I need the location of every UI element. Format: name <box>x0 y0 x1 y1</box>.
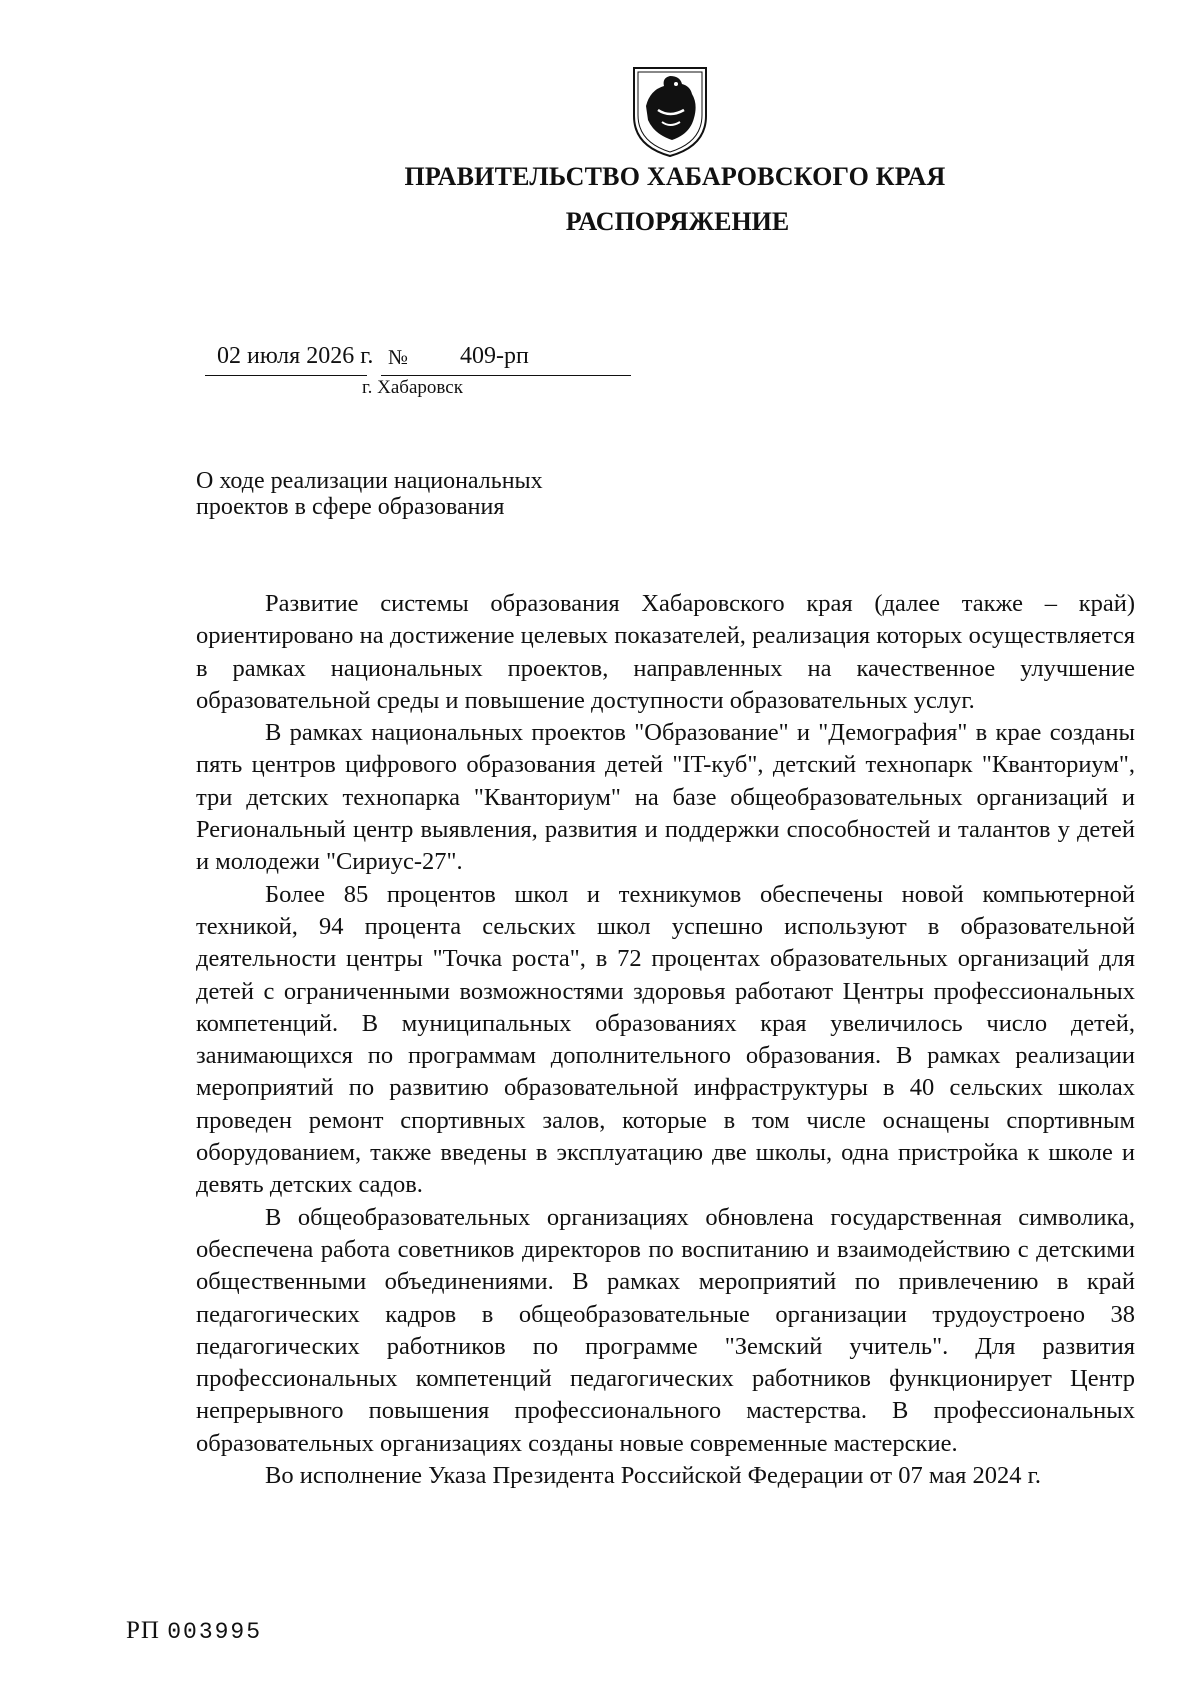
document-subject <box>196 468 696 520</box>
number-sign: № <box>388 345 409 369</box>
subject-line: проектов в сфере образования <box>196 494 505 520</box>
body-paragraph: Во исполнение Указа Президента Российской Федерации от 07 мая 2024 г. <box>265 1462 1042 1490</box>
form-series: РП <box>126 1617 160 1644</box>
coat-of-arms-icon <box>628 60 712 160</box>
form-serial-number: 003995 <box>167 1619 263 1645</box>
document-city: г. Хабаровск <box>362 377 463 398</box>
government-title: ПРАВИТЕЛЬСТВО ХАБАРОВСКОГО КРАЯ <box>404 162 946 191</box>
document-date: 02 июля 2026 г. <box>217 343 374 369</box>
subject-line: О ходе реализации национальных <box>196 468 543 494</box>
form-serial-code <box>126 1617 262 1645</box>
document-type: РАСПОРЯЖЕНИЕ <box>565 207 790 236</box>
document-date-line <box>205 343 631 376</box>
body-paragraph: В общеобразовательных организациях обновлена государственная символика, обеспечена работа советников директоров по воспитанию и взаимодействию с детскими общественными объединениями. В рамках мероприятий по привлечению в край педагогических кадров в общеобразовательные организации трудоустроено 38 педагогических работников по программе "Земский учитель". Для развития профессиональных компетенций педагогических работников функционирует Центр непрерывного повышения профессионального мастерства. В профессиональных образовательных организациях созданы новые современные мастерские. <box>196 1203 1135 1457</box>
body-paragraph: В рамках национальных проектов "Образование" и "Демография" в крае созданы пять центров цифрового образования детей "IT-куб", детский технопарк "Кванториум", три детских технопарка "Кванториум" на базе общеобразовательных организаций и Региональный центр выявления, развития и поддержки способностей и талантов у детей и молодежи "Сириус-27". <box>196 719 1135 876</box>
document-body <box>196 588 1135 1492</box>
body-paragraph: Развитие системы образования Хабаровского края (далее также – край) ориентировано на достижение целевых показателей, реализация которых осуществляется в рамках национальных проектов, направленных на качественное улучшение образовательной среды и повышение доступности образовательных услуг. <box>196 590 1135 714</box>
body-paragraph: Более 85 процентов школ и техникумов обеспечены новой компьютерной техникой, 94 процента сельских школ успешно используют в образовательной деятельности центры "Точка роста", в 72 процентах образовательных организаций для детей с ограниченными возможностями здоровья работают Центры профессиональных компетенций. В муниципальных образованиях края увеличилось число детей, занимающихся по программам дополнительного образования. В рамках реализации мероприятий по развитию образовательной инфраструктуры в 40 сельских школах проведен ремонт спортивных залов, которые в том числе оснащены спортивным оборудованием, также введены в эксплуатацию две школы, одна пристройка к школе и девять детских садов. <box>196 880 1135 1199</box>
document-number: 409-рп <box>460 343 529 369</box>
